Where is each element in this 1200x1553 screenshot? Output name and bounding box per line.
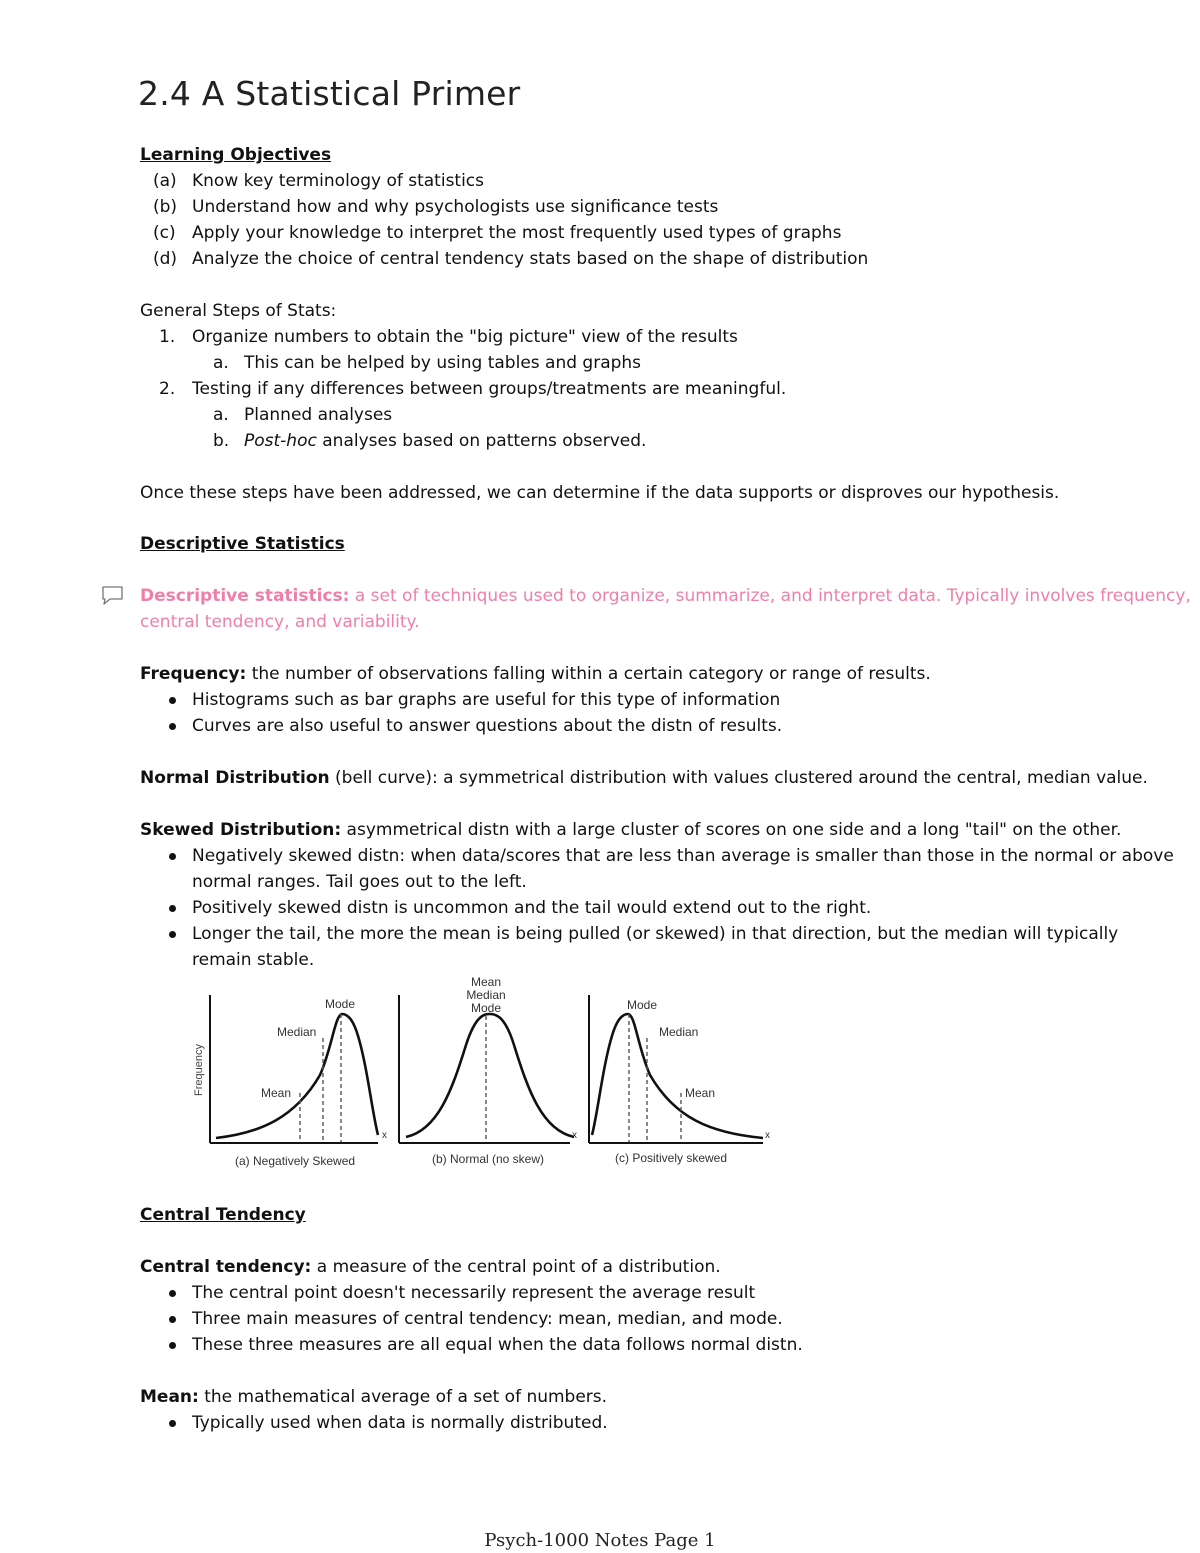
descriptive-def-text: a set of techniques used to organize, summarize, and interpret data. Typically involves frequency, <box>349 586 1191 606</box>
mean-def-text: the mathematical average of a set of numbers. <box>198 1387 608 1407</box>
panel-caption: (b) Normal (no skew) <box>432 1152 545 1166</box>
mean-label: Mean <box>685 1086 716 1100</box>
list-item-text: Histograms such as bar graphs are useful for this type of information <box>192 690 781 710</box>
skewed-distribution-definition <box>140 818 1121 842</box>
list-item-text: Negatively skewed distn: when data/scores that are less than average is smaller than those in the normal or above <box>192 846 1174 866</box>
normal-distribution-definition <box>140 766 1148 790</box>
list-item-text: These three measures are all equal when the data follows normal distn. <box>192 1335 803 1355</box>
median-label: Median <box>466 988 506 1002</box>
list-item-text: Typically used when data is normally distributed. <box>192 1413 608 1433</box>
list-marker: 2. <box>159 379 176 399</box>
x-axis-label: x <box>765 1130 770 1141</box>
descriptive-definition-line1 <box>140 584 1191 608</box>
normal-def-text: (bell curve): a symmetrical distribution with values clustered around the central, median value. <box>329 768 1148 788</box>
list-item-text: Apply your knowledge to interpret the most frequently used types of graphs <box>192 223 842 243</box>
list-item-text: Three main measures of central tendency: mean, median, and mode. <box>192 1309 783 1329</box>
steps-conclusion: Once these steps have been addressed, we can determine if the data supports or disproves our hypothesis. <box>140 483 1060 503</box>
list-item-text: Organize numbers to obtain the "big picture" view of the results <box>192 327 738 347</box>
learning-objectives-heading: Learning Objectives <box>140 145 332 165</box>
central-tendency-definition <box>140 1255 721 1279</box>
list-marker: (d) <box>153 249 178 269</box>
page-footer: Psych-1000 Notes Page 1 <box>484 1530 716 1551</box>
normal-term: Normal Distribution <box>140 768 330 788</box>
mean-label: Mean <box>470 975 502 989</box>
mode-label: Mode <box>470 1001 502 1015</box>
list-marker: a. <box>213 405 229 425</box>
bullet-dot <box>169 1316 176 1323</box>
list-item-rest: analyses based on patterns observed. <box>316 431 647 451</box>
central-tendency-term: Central tendency: <box>140 1257 312 1277</box>
central-tendency-def-text: a measure of the central point of a distribution. <box>311 1257 721 1277</box>
list-item-text: Understand how and why psychologists use significance tests <box>192 197 719 217</box>
list-marker: a. <box>213 353 229 373</box>
panel-caption: (c) Positively skewed <box>615 1151 728 1165</box>
list-item-text: normal ranges. Tail goes out to the left. <box>192 872 527 892</box>
y-axis-label: Frequency <box>193 1044 205 1096</box>
panel-positively-skewed <box>589 995 770 1165</box>
list-item-text: Know key terminology of statistics <box>192 171 485 191</box>
mean-label: Mean <box>261 1086 292 1100</box>
list-item-text: Analyze the choice of central tendency stats based on the shape of distribution <box>192 249 869 269</box>
page-title: 2.4 A Statistical Primer <box>138 74 521 113</box>
frequency-definition <box>140 662 931 686</box>
list-item-text: Positively skewed distn is uncommon and the tail would extend out to the right. <box>192 898 872 918</box>
list-marker: 1. <box>159 327 176 347</box>
panel-caption: (a) Negatively Skewed <box>235 1154 356 1168</box>
bullet-dot <box>169 723 176 730</box>
list-item-text: Testing if any differences between groups/treatments are meaningful. <box>192 379 787 399</box>
bullet-dot <box>169 1342 176 1349</box>
list-marker: (a) <box>153 171 177 191</box>
list-item-text <box>244 429 646 453</box>
list-item-text: This can be helped by using tables and graphs <box>244 353 642 373</box>
list-item-text: remain stable. <box>192 950 315 970</box>
bullet-dot <box>169 1290 176 1297</box>
list-item-text: Longer the tail, the more the mean is being pulled (or skewed) in that direction, but the median will typically <box>192 924 1119 944</box>
mode-label: Mode <box>627 998 658 1012</box>
x-axis-label: x <box>382 1130 387 1141</box>
x-axis-label: x <box>572 1130 577 1141</box>
skewed-term: Skewed Distribution: <box>140 820 342 840</box>
bullet-dot <box>169 853 176 860</box>
distribution-curve <box>406 1014 574 1137</box>
list-item-text: Planned analyses <box>244 405 393 425</box>
list-marker: (c) <box>153 223 176 243</box>
bullet-dot <box>169 1420 176 1427</box>
comment-icon[interactable] <box>101 585 125 607</box>
panel-normal <box>399 975 577 1166</box>
panel-negatively-skewed <box>193 995 387 1168</box>
list-marker: b. <box>213 431 230 451</box>
bullet-dot <box>169 931 176 938</box>
mode-label: Mode <box>325 997 356 1011</box>
mean-definition <box>140 1385 607 1409</box>
descriptive-statistics-heading: Descriptive Statistics <box>140 534 345 554</box>
italic-term: Post-hoc <box>244 431 317 451</box>
descriptive-definition-line2: central tendency, and variability. <box>140 612 420 632</box>
list-item-text: The central point doesn't necessarily represent the average result <box>192 1283 756 1303</box>
bullet-dot <box>169 697 176 704</box>
list-item-text: Curves are also useful to answer questions about the distn of results. <box>192 716 783 736</box>
skewed-def-text: asymmetrical distn with a large cluster of scores on one side and a long "tail" on the other. <box>341 820 1122 840</box>
descriptive-term: Descriptive statistics: <box>140 586 350 606</box>
frequency-def-text: the number of observations falling within a certain category or range of results. <box>246 664 931 684</box>
general-steps-heading: General Steps of Stats: <box>140 301 337 321</box>
list-marker: (b) <box>153 197 178 217</box>
distribution-figure <box>180 970 780 1170</box>
bullet-dot <box>169 905 176 912</box>
median-label: Median <box>659 1025 699 1039</box>
mean-term: Mean: <box>140 1387 199 1407</box>
frequency-term: Frequency: <box>140 664 247 684</box>
central-tendency-heading: Central Tendency <box>140 1205 306 1225</box>
median-label: Median <box>277 1025 317 1039</box>
